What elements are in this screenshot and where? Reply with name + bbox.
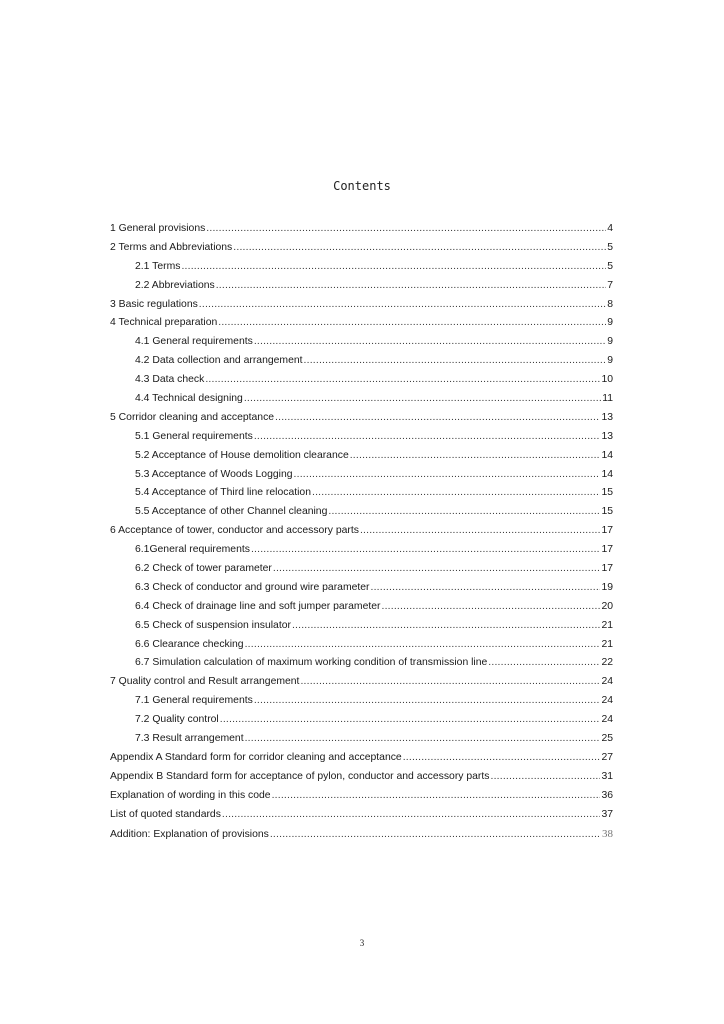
- toc-entry-title: 4.4 Technical designing: [135, 393, 243, 405]
- toc-entry-title: 7.3 Result arrangement: [135, 733, 244, 745]
- toc-entry-title: 3 Basic regulations: [110, 298, 198, 310]
- toc-dot-leader: [270, 829, 601, 840]
- toc-entry[interactable]: [110, 280, 613, 299]
- toc-entry-page: 9: [607, 336, 613, 348]
- toc-entry-title: 5.1 General requirements: [135, 430, 253, 442]
- toc-dot-leader: [275, 412, 600, 423]
- toc-dot-leader: [254, 431, 601, 442]
- toc-entry-page: 24: [601, 695, 613, 707]
- toc-entry-title: 7 Quality control and Result arrangement: [110, 676, 300, 688]
- toc-entry-title: Addition: Explanation of provisions: [110, 828, 269, 840]
- toc-entry-page: 37: [601, 808, 613, 820]
- toc-entry-title: 6.7 Simulation calculation of maximum working condition of transmission line: [135, 657, 488, 669]
- toc-entry-title: 2.1 Terms: [135, 260, 181, 272]
- toc-dot-leader: [292, 620, 600, 631]
- toc-entry-page: 5: [607, 260, 613, 272]
- toc-entry-page: 5: [607, 241, 613, 253]
- toc-entry-title: 6.6 Clearance checking: [135, 638, 244, 650]
- toc-entry-page: 24: [601, 676, 613, 688]
- toc-entry-title: 6.1General requirements: [135, 544, 250, 556]
- toc-entry[interactable]: [110, 299, 613, 318]
- toc-dot-leader: [488, 657, 600, 668]
- toc-entry-page: 11: [602, 393, 613, 405]
- toc-dot-leader: [205, 374, 600, 385]
- toc-entry-page: 17: [601, 563, 613, 575]
- toc-dot-leader: [300, 676, 600, 687]
- toc-entry-title: 6.4 Check of drainage line and soft jumper parameter: [135, 600, 381, 612]
- toc-entry-page: 31: [601, 770, 613, 782]
- toc-dot-leader: [273, 563, 601, 574]
- toc-dot-leader: [360, 525, 600, 536]
- toc-entry[interactable]: [110, 601, 613, 620]
- toc-entry-title: 5.5 Acceptance of other Channel cleaning: [135, 506, 328, 518]
- toc-entry[interactable]: [110, 393, 613, 412]
- toc-entry-page: 14: [601, 468, 613, 480]
- toc-entry-page: 24: [601, 714, 613, 726]
- toc-entry-title: 5.3 Acceptance of Woods Logging: [135, 468, 293, 480]
- toc-entry-page: 27: [601, 751, 613, 763]
- toc-dot-leader: [272, 790, 601, 801]
- toc-dot-leader: [222, 809, 601, 820]
- toc-entry[interactable]: [110, 771, 613, 790]
- toc-entry-title: 6.3 Check of conductor and ground wire parameter: [135, 581, 370, 593]
- toc-dot-leader: [312, 487, 600, 498]
- toc-entry[interactable]: [110, 336, 613, 355]
- toc-entry-title: 6.2 Check of tower parameter: [135, 563, 272, 575]
- toc-dot-leader: [381, 601, 600, 612]
- toc-dot-leader: [220, 714, 601, 725]
- toc-entry-title: 7.2 Quality control: [135, 714, 219, 726]
- toc-entry-title: 4.2 Data collection and arrangement: [135, 355, 303, 367]
- toc-entry-title: 7.1 General requirements: [135, 695, 253, 707]
- toc-entry-page: 17: [601, 544, 613, 556]
- toc-entry-page: 15: [601, 506, 613, 518]
- toc-dot-leader: [350, 450, 601, 461]
- toc-entry-page: 22: [601, 657, 613, 669]
- toc-entry[interactable]: [110, 431, 613, 450]
- toc-entry-page: 21: [601, 619, 613, 631]
- toc-dot-leader: [490, 771, 600, 782]
- toc-entry[interactable]: [110, 374, 613, 393]
- toc-entry[interactable]: [110, 828, 613, 847]
- toc-entry[interactable]: [110, 242, 613, 261]
- toc-dot-leader: [254, 336, 606, 347]
- toc-dot-leader: [181, 261, 606, 272]
- toc-entry-page: 15: [601, 487, 613, 499]
- toc-entry-title: 6.5 Check of suspension insulator: [135, 619, 291, 631]
- toc-entry-title: 1 General provisions: [110, 223, 206, 234]
- toc-dot-leader: [199, 299, 606, 310]
- toc-entry[interactable]: [110, 790, 613, 809]
- toc-entry-title: 6 Acceptance of tower, conductor and accessory parts: [110, 525, 359, 537]
- toc-entry[interactable]: [110, 620, 613, 639]
- toc-entry-title: 4.3 Data check: [135, 374, 205, 386]
- toc-entry-title: 2 Terms and Abbreviations: [110, 241, 233, 253]
- toc-entry[interactable]: [110, 223, 613, 242]
- toc-dot-leader: [233, 242, 606, 253]
- toc-dot-leader: [294, 469, 601, 480]
- toc-entry-title: Explanation of wording in this code: [110, 789, 271, 801]
- toc-entry-title: Appendix B Standard form for acceptance of pylon, conductor and accessory parts: [110, 770, 490, 782]
- toc-entry-page: 19: [601, 581, 613, 593]
- toc-entry[interactable]: [110, 469, 613, 488]
- toc-dot-leader: [216, 280, 607, 291]
- toc-entry[interactable]: [110, 450, 613, 469]
- toc-entry-page: 10: [601, 374, 613, 386]
- toc-entry-page: 13: [601, 430, 613, 442]
- toc-entry-title: 5.2 Acceptance of House demolition clearance: [135, 449, 349, 461]
- toc-entry-title: Appendix A Standard form for corridor cleaning and acceptance: [110, 751, 402, 763]
- toc-entry-page: 21: [601, 638, 613, 650]
- toc-dot-leader: [254, 695, 601, 706]
- toc-entry-title: List of quoted standards: [110, 808, 221, 820]
- toc-entry-page: 38: [602, 827, 613, 840]
- toc-entry[interactable]: [110, 506, 613, 525]
- toc-dot-leader: [245, 733, 601, 744]
- toc-entry-page: 7: [607, 279, 613, 291]
- toc-dot-leader: [218, 317, 606, 328]
- toc-entry[interactable]: [110, 714, 613, 733]
- toc-entry[interactable]: [110, 639, 613, 658]
- toc-entry-page: 17: [601, 525, 613, 537]
- toc-entry[interactable]: [110, 261, 613, 280]
- toc-entry-page: 14: [601, 449, 613, 461]
- toc-entry[interactable]: [110, 544, 613, 563]
- toc-entry-title: 4 Technical preparation: [110, 317, 218, 329]
- toc-dot-leader: [251, 544, 601, 555]
- toc-dot-leader: [245, 639, 601, 650]
- toc-entry-page: 9: [607, 317, 613, 329]
- toc-entry-page: 13: [601, 411, 613, 423]
- toc-entry[interactable]: [110, 525, 613, 544]
- toc-entry[interactable]: [110, 487, 613, 506]
- toc-entry-page: 20: [601, 600, 613, 612]
- toc-entry[interactable]: [110, 317, 613, 336]
- toc-dot-leader: [403, 752, 601, 763]
- toc-entry[interactable]: [110, 657, 613, 676]
- toc-dot-leader: [244, 393, 601, 404]
- toc-entry[interactable]: [110, 412, 613, 431]
- toc-entry[interactable]: [110, 752, 613, 771]
- toc-dot-leader: [304, 355, 607, 366]
- toc-entry-page: 9: [607, 355, 613, 367]
- toc-entry-title: 5 Corridor cleaning and acceptance: [110, 411, 275, 423]
- toc-entry-title: 2.2 Abbreviations: [135, 279, 215, 291]
- toc-entry[interactable]: [110, 695, 613, 714]
- table-of-contents: [110, 223, 613, 846]
- toc-entry[interactable]: [110, 563, 613, 582]
- page-number: 3: [359, 938, 365, 948]
- toc-entry-page: 25: [601, 733, 613, 745]
- toc-entry-page: 8: [607, 298, 613, 310]
- toc-dot-leader: [206, 223, 606, 234]
- toc-entry-page: 36: [601, 789, 613, 801]
- toc-entry[interactable]: [110, 733, 613, 752]
- toc-entry[interactable]: [110, 676, 613, 695]
- toc-dot-leader: [371, 582, 601, 593]
- toc-entry-page: 4: [607, 223, 613, 234]
- contents-heading: Contents: [333, 179, 391, 193]
- toc-dot-leader: [328, 506, 600, 517]
- toc-entry-title: 5.4 Acceptance of Third line relocation: [135, 487, 311, 499]
- toc-entry[interactable]: [110, 355, 613, 374]
- toc-entry-title: 4.1 General requirements: [135, 336, 253, 348]
- toc-entry[interactable]: [110, 582, 613, 601]
- toc-entry[interactable]: [110, 809, 613, 828]
